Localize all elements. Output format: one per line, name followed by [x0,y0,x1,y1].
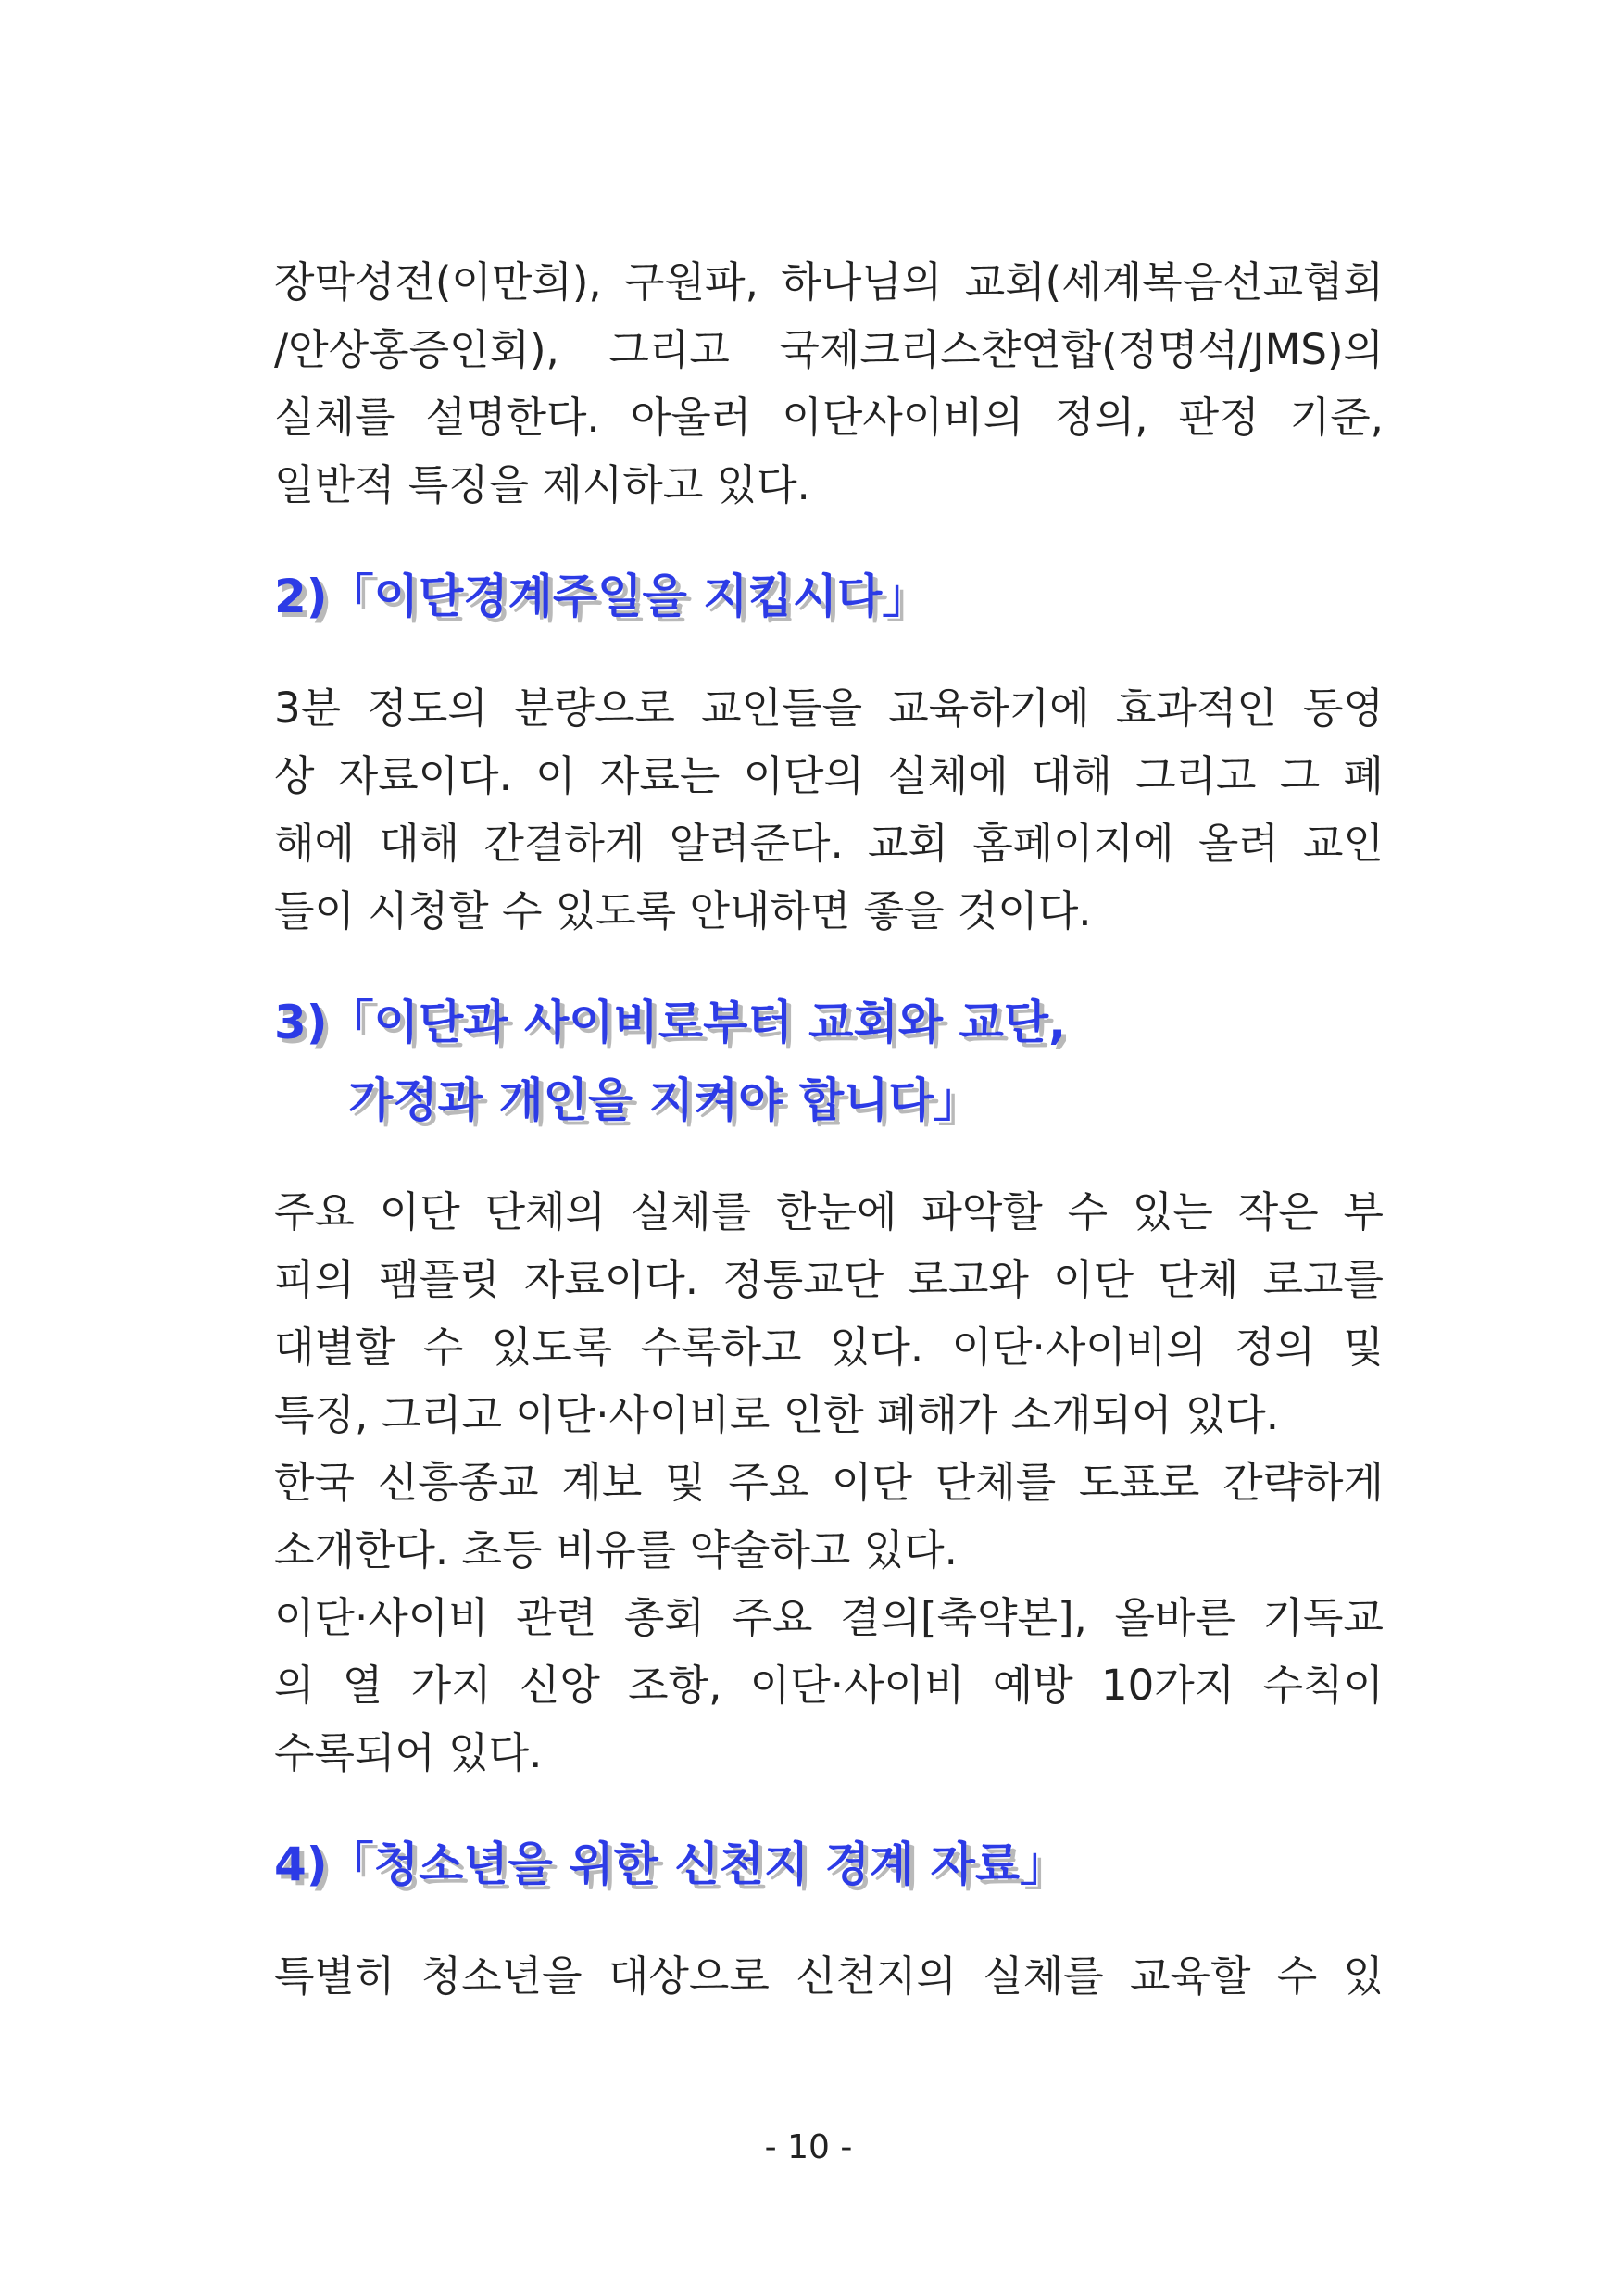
text-line: 장막성전(이만희), 구원파, 하나님의 교회(세계복음선교협회 [274,257,1384,307]
text-line: 의 열 가지 신앙 조항, 이단·사이비 예방 10가지 수칙이 [274,1661,1384,1710]
paragraph-video-material [274,674,1384,945]
text-line: 소개한다. 초등 비유를 약술하고 있다. [274,1525,958,1575]
heading-text: 4)「청소년을 위한 신천지 경계 자료」 [274,1838,1067,1891]
paragraph-pamphlet-material [274,1178,1384,1787]
text-line: 대별할 수 있도록 수록하고 있다. 이단·사이비의 정의 및 [274,1323,1384,1372]
text-line: 상 자료이다. 이 자료는 이단의 실체에 대해 그리고 그 폐 [274,751,1384,800]
section-heading-4 [274,1826,1384,1903]
text-line: 일반적 특징을 제시하고 있다. [274,460,810,509]
text-line: 들이 시청할 수 있도록 안내하면 좋을 것이다. [274,886,1092,935]
page-number: - 10 - [764,2128,853,2166]
text-line: 이단·사이비 관련 총회 주요 결의[축약본], 올바른 기독교 [274,1593,1384,1642]
paragraph-cult-overview [274,248,1384,519]
text-line: 한국 신흥종교 계보 및 주요 이단 단체를 도표로 간략하게 [274,1458,1384,1507]
text-line: 수록되어 있다. [274,1728,543,1777]
text-line: 주요 이단 단체의 실체를 한눈에 파악할 수 있는 작은 부 [274,1187,1384,1236]
text-line: 피의 팸플릿 자료이다. 정통교단 로고와 이단 단체 로고를 [274,1255,1384,1304]
section-heading-2 [274,558,1384,635]
text-line: 해에 대해 간결하게 알려준다. 교회 홈페이지에 올려 교인 [274,819,1384,868]
paragraph-youth-material [274,1942,1384,2010]
heading-text-line-1: 3)「이단과 사이비로부터 교회와 교단, [274,996,1067,1049]
section-heading-3 [274,984,1384,1139]
heading-text: 2)「이단경계주일을 지킵시다」 [274,570,929,623]
text-line: 실체를 설명한다. 아울러 이단사이비의 정의, 판정 기준, [274,393,1384,442]
text-line: 특징, 그리고 이단·사이비로 인한 폐해가 소개되어 있다. [274,1390,1280,1439]
text-line: 특별히 청소년을 대상으로 신천지의 실체를 교육할 수 있 [274,1951,1384,2001]
heading-text-line-2: 가정과 개인을 지켜야 합니다」 [348,1073,980,1127]
text-line: /안상홍증인회), 그리고 국제크리스챤연합(정명석/JMS)의 [274,325,1384,374]
page-content [274,248,1384,2010]
text-line: 3분 정도의 분량으로 교인들을 교육하기에 효과적인 동영 [274,684,1384,733]
